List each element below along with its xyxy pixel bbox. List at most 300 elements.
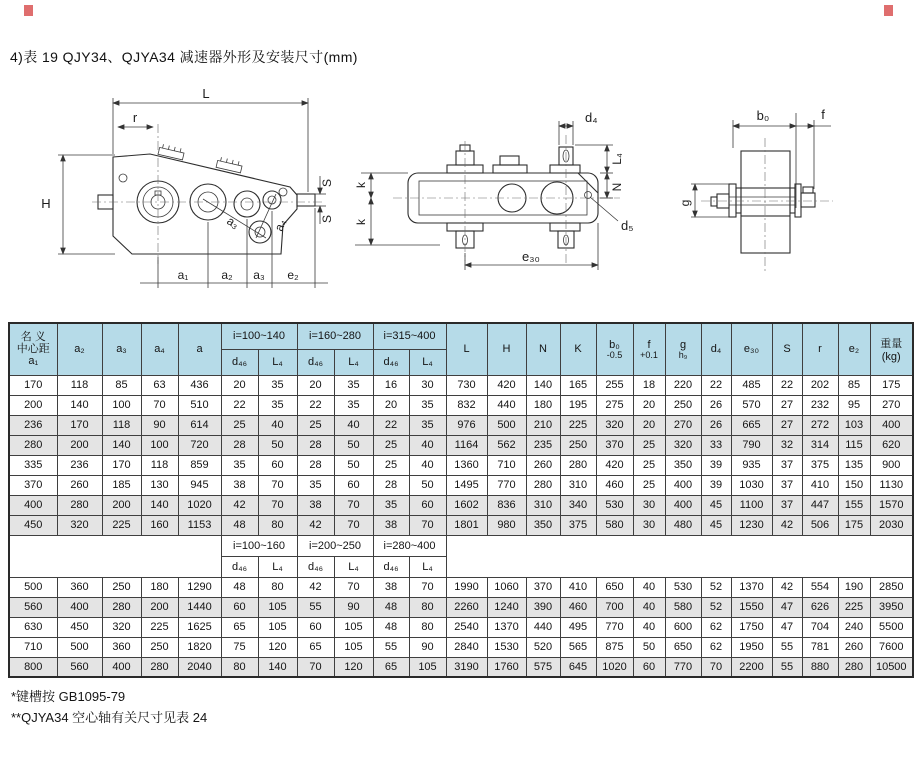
table-cell: 2200 bbox=[731, 657, 772, 677]
table-body-lower bbox=[9, 577, 913, 677]
table-cell: 90 bbox=[141, 415, 178, 435]
table-cell: 170 bbox=[9, 375, 57, 395]
table-cell: 35 bbox=[334, 395, 373, 415]
table-cell: 260 bbox=[838, 637, 870, 657]
table-cell: 55 bbox=[772, 637, 802, 657]
table-cell: 370 bbox=[526, 577, 560, 597]
table-cell: 440 bbox=[487, 395, 526, 415]
col-header-b0-symbol: b₀ bbox=[609, 338, 620, 351]
col-header-f-symbol: f bbox=[647, 338, 651, 351]
table-cell: 28 bbox=[297, 455, 334, 475]
table-cell: 70 bbox=[409, 577, 446, 597]
dimensions-table bbox=[8, 322, 914, 678]
table-cell: 280 bbox=[560, 455, 596, 475]
dim-label-L: L bbox=[202, 86, 210, 101]
table-cell: 320 bbox=[596, 415, 633, 435]
table-cell: 560 bbox=[9, 597, 57, 617]
table-cell: 40 bbox=[633, 597, 665, 617]
table-cell: 500 bbox=[9, 577, 57, 597]
table-cell: 42 bbox=[772, 515, 802, 535]
table-cell: 27 bbox=[772, 415, 802, 435]
table-cell: 781 bbox=[802, 637, 838, 657]
table-cell: 1550 bbox=[731, 597, 772, 617]
table-cell: 35 bbox=[373, 495, 409, 515]
table-cell: 710 bbox=[487, 455, 526, 475]
table-cell: 350 bbox=[526, 515, 560, 535]
table-cell: 236 bbox=[9, 415, 57, 435]
table-cell: 480 bbox=[665, 515, 701, 535]
table-cell: 120 bbox=[334, 657, 373, 677]
red-corner-mark bbox=[884, 5, 893, 16]
table-cell: 40 bbox=[633, 617, 665, 637]
table-cell: 320 bbox=[57, 515, 102, 535]
table-cell: 140 bbox=[526, 375, 560, 395]
table-cell: 80 bbox=[221, 657, 258, 677]
table-cell: 1990 bbox=[446, 577, 487, 597]
table-cell: 50 bbox=[334, 455, 373, 475]
table-cell: 1820 bbox=[178, 637, 221, 657]
table-cell: 38 bbox=[297, 495, 334, 515]
table-cell: 30 bbox=[633, 515, 665, 535]
table-cell: 730 bbox=[446, 375, 487, 395]
col-header-ratio-6: i=280~400 bbox=[373, 535, 446, 556]
table-cell: 90 bbox=[409, 637, 446, 657]
col-header-d46: d₄₆ bbox=[373, 349, 409, 375]
table-cell: 2030 bbox=[870, 515, 913, 535]
dim-label-a1: a₁ bbox=[177, 268, 189, 282]
table-row bbox=[9, 577, 913, 597]
col-header-weight-line2: (kg) bbox=[881, 351, 901, 364]
table-cell: 980 bbox=[487, 515, 526, 535]
col-header-a: a bbox=[178, 323, 221, 375]
col-header-ratio-3: i=315~400 bbox=[373, 323, 446, 349]
table-cell: 436 bbox=[178, 375, 221, 395]
table-cell: 40 bbox=[409, 435, 446, 455]
table-cell: 25 bbox=[633, 475, 665, 495]
table-cell: 25 bbox=[633, 435, 665, 455]
table-cell: 630 bbox=[9, 617, 57, 637]
col-header-a1-line1: 名 义 bbox=[20, 331, 46, 344]
table-cell: 25 bbox=[373, 455, 409, 475]
table-cell: 35 bbox=[297, 475, 334, 495]
col-header-d46: d₄₆ bbox=[297, 349, 334, 375]
col-header-f bbox=[633, 323, 665, 375]
table-cell: 1230 bbox=[731, 515, 772, 535]
table-cell: 1100 bbox=[731, 495, 772, 515]
table-cell: 236 bbox=[57, 455, 102, 475]
col-header-d46: d₄₆ bbox=[373, 556, 409, 577]
table-cell: 875 bbox=[596, 637, 633, 657]
table-cell: 225 bbox=[838, 597, 870, 617]
table-cell: 195 bbox=[560, 395, 596, 415]
table-cell: 2040 bbox=[178, 657, 221, 677]
table-cell: 570 bbox=[731, 395, 772, 415]
table-cell: 500 bbox=[487, 415, 526, 435]
table-cell: 35 bbox=[221, 455, 258, 475]
table-cell: 115 bbox=[838, 435, 870, 455]
table-cell: 495 bbox=[560, 617, 596, 637]
table-cell: 400 bbox=[665, 475, 701, 495]
table-cell: 280 bbox=[9, 435, 57, 455]
table-cell: 280 bbox=[102, 597, 141, 617]
table-cell: 320 bbox=[665, 435, 701, 455]
table-cell: 250 bbox=[102, 577, 141, 597]
table-cell: 25 bbox=[221, 415, 258, 435]
table-cell: 554 bbox=[802, 577, 838, 597]
table-row bbox=[9, 515, 913, 535]
table-cell: 22 bbox=[701, 375, 731, 395]
col-header-K: K bbox=[560, 323, 596, 375]
col-header-d46: d₄₆ bbox=[221, 349, 258, 375]
dim-label-d5: d₅ bbox=[621, 218, 634, 233]
table-cell: 35 bbox=[258, 395, 297, 415]
col-header-b0-tolerance: -0.5 bbox=[606, 349, 623, 360]
table-row bbox=[9, 455, 913, 475]
table-cell: 70 bbox=[409, 515, 446, 535]
table-cell: 225 bbox=[560, 415, 596, 435]
table-cell: 120 bbox=[258, 637, 297, 657]
table-cell: 1360 bbox=[446, 455, 487, 475]
table-cell: 800 bbox=[9, 657, 57, 677]
table-cell: 62 bbox=[701, 617, 731, 637]
table-cell: 40 bbox=[258, 415, 297, 435]
table-cell: 1030 bbox=[731, 475, 772, 495]
col-header-ratio-4: i=100~160 bbox=[221, 535, 297, 556]
table-cell: 3190 bbox=[446, 657, 487, 677]
table-cell: 165 bbox=[560, 375, 596, 395]
table-cell: 7600 bbox=[870, 637, 913, 657]
table-cell: 1130 bbox=[870, 475, 913, 495]
table-cell: 70 bbox=[258, 475, 297, 495]
table-cell: 225 bbox=[141, 617, 178, 637]
table-cell: 16 bbox=[373, 375, 409, 395]
table-cell: 250 bbox=[560, 435, 596, 455]
table-cell: 45 bbox=[701, 515, 731, 535]
table-cell: 272 bbox=[802, 415, 838, 435]
table-row bbox=[9, 657, 913, 677]
table-cell: 447 bbox=[802, 495, 838, 515]
col-header-H: H bbox=[487, 323, 526, 375]
table-cell: 155 bbox=[838, 495, 870, 515]
table-cell: 118 bbox=[141, 455, 178, 475]
table-cell: 270 bbox=[870, 395, 913, 415]
table-cell: 360 bbox=[57, 577, 102, 597]
col-header-g-tolerance: h₉ bbox=[678, 349, 688, 360]
table-cell: 190 bbox=[838, 577, 870, 597]
table-cell: 565 bbox=[560, 637, 596, 657]
table-cell: 720 bbox=[178, 435, 221, 455]
table-cell: 202 bbox=[802, 375, 838, 395]
table-cell: 510 bbox=[178, 395, 221, 415]
table-cell: 1060 bbox=[487, 577, 526, 597]
table-cell: 360 bbox=[102, 637, 141, 657]
table-cell: 310 bbox=[526, 495, 560, 515]
table-cell: 600 bbox=[665, 617, 701, 637]
table-cell: 80 bbox=[258, 577, 297, 597]
table-cell: 140 bbox=[102, 435, 141, 455]
table-cell: 650 bbox=[596, 577, 633, 597]
col-header-ratio-1: i=100~140 bbox=[221, 323, 297, 349]
table-cell: 460 bbox=[560, 597, 596, 617]
table-cell: 100 bbox=[102, 395, 141, 415]
col-header-L4: L₄ bbox=[409, 556, 446, 577]
table-cell: 60 bbox=[258, 455, 297, 475]
table-cell: 700 bbox=[596, 597, 633, 617]
table-cell: 1020 bbox=[178, 495, 221, 515]
table-cell: 105 bbox=[334, 637, 373, 657]
table-cell: 52 bbox=[701, 577, 731, 597]
table-cell: 370 bbox=[9, 475, 57, 495]
table-cell: 60 bbox=[334, 475, 373, 495]
table-cell: 35 bbox=[334, 375, 373, 395]
table-cell: 1164 bbox=[446, 435, 487, 455]
table-cell: 200 bbox=[9, 395, 57, 415]
dim-label-k-top: k bbox=[354, 182, 368, 188]
table-cell: 70 bbox=[334, 495, 373, 515]
table-cell: 42 bbox=[297, 577, 334, 597]
col-header-a4: a₄ bbox=[141, 323, 178, 375]
table-cell: 710 bbox=[9, 637, 57, 657]
table-cell: 3950 bbox=[870, 597, 913, 617]
table-cell: 20 bbox=[297, 375, 334, 395]
table-cell: 310 bbox=[560, 475, 596, 495]
table-cell: 460 bbox=[596, 475, 633, 495]
table-cell: 1153 bbox=[178, 515, 221, 535]
table-cell: 1020 bbox=[596, 657, 633, 677]
table-cell: 614 bbox=[178, 415, 221, 435]
col-header-L4: L₄ bbox=[258, 556, 297, 577]
col-header-L4: L₄ bbox=[409, 349, 446, 375]
col-header-g bbox=[665, 323, 701, 375]
table-cell: 400 bbox=[57, 597, 102, 617]
col-header-S: S bbox=[772, 323, 802, 375]
end-view-drawing bbox=[678, 93, 913, 293]
col-header-ratio-5: i=200~250 bbox=[297, 535, 373, 556]
table-cell: 50 bbox=[334, 435, 373, 455]
table-cell: 28 bbox=[297, 435, 334, 455]
table-cell: 39 bbox=[701, 475, 731, 495]
table-cell: 65 bbox=[221, 617, 258, 637]
table-cell: 232 bbox=[802, 395, 838, 415]
dim-label-b0: b₀ bbox=[756, 108, 770, 123]
table-cell: 650 bbox=[665, 637, 701, 657]
table-cell: 275 bbox=[596, 395, 633, 415]
table-cell: 45 bbox=[701, 495, 731, 515]
table-cell: 250 bbox=[665, 395, 701, 415]
table-cell: 37 bbox=[772, 475, 802, 495]
table-cell: 95 bbox=[838, 395, 870, 415]
table-cell: 38 bbox=[373, 515, 409, 535]
table-cell: 105 bbox=[258, 617, 297, 637]
table-cell: 140 bbox=[258, 657, 297, 677]
table-cell: 575 bbox=[526, 657, 560, 677]
table-cell: 30 bbox=[633, 495, 665, 515]
table-cell: 280 bbox=[57, 495, 102, 515]
table-cell: 400 bbox=[9, 495, 57, 515]
table-cell: 255 bbox=[596, 375, 633, 395]
table-cell: 320 bbox=[102, 617, 141, 637]
table-cell: 859 bbox=[178, 455, 221, 475]
table-cell: 704 bbox=[802, 617, 838, 637]
footnote-keyway: *键槽按 GB1095-79 bbox=[11, 689, 126, 704]
table-cell: 70 bbox=[334, 577, 373, 597]
table-cell: 80 bbox=[409, 617, 446, 637]
table-cell: 1950 bbox=[731, 637, 772, 657]
table-cell: 375 bbox=[802, 455, 838, 475]
table-cell: 60 bbox=[221, 597, 258, 617]
table-cell: 280 bbox=[141, 657, 178, 677]
table-cell: 935 bbox=[731, 455, 772, 475]
table-cell: 1240 bbox=[487, 597, 526, 617]
table-cell: 1760 bbox=[487, 657, 526, 677]
table-cell: 580 bbox=[596, 515, 633, 535]
dim-label-f: f bbox=[821, 107, 825, 122]
table-cell: 60 bbox=[409, 495, 446, 515]
table-cell: 976 bbox=[446, 415, 487, 435]
table-cell: 175 bbox=[870, 375, 913, 395]
table-cell: 140 bbox=[141, 495, 178, 515]
table-cell: 25 bbox=[297, 415, 334, 435]
table-cell: 350 bbox=[665, 455, 701, 475]
table-cell: 200 bbox=[141, 597, 178, 617]
col-header-d46: d₄₆ bbox=[221, 556, 258, 577]
table-cell: 1495 bbox=[446, 475, 487, 495]
table-cell: 200 bbox=[102, 495, 141, 515]
table-cell: 2540 bbox=[446, 617, 487, 637]
table-cell: 560 bbox=[57, 657, 102, 677]
table-cell: 770 bbox=[665, 657, 701, 677]
col-header-r: r bbox=[802, 323, 838, 375]
table-cell: 665 bbox=[731, 415, 772, 435]
table-mid-header bbox=[9, 535, 913, 577]
table-cell: 37 bbox=[772, 495, 802, 515]
table-cell: 160 bbox=[141, 515, 178, 535]
table-row bbox=[9, 495, 913, 515]
table-cell: 65 bbox=[373, 657, 409, 677]
table-cell: 450 bbox=[9, 515, 57, 535]
table-cell: 20 bbox=[373, 395, 409, 415]
table-cell: 130 bbox=[141, 475, 178, 495]
table-cell: 440 bbox=[526, 617, 560, 637]
table-cell: 1290 bbox=[178, 577, 221, 597]
table-cell: 48 bbox=[221, 515, 258, 535]
table-cell: 180 bbox=[526, 395, 560, 415]
table-cell: 1602 bbox=[446, 495, 487, 515]
table-cell: 70 bbox=[297, 657, 334, 677]
table-cell: 28 bbox=[373, 475, 409, 495]
table-body-upper bbox=[9, 375, 913, 535]
table-cell: 790 bbox=[731, 435, 772, 455]
table-cell: 25 bbox=[373, 435, 409, 455]
table-row bbox=[9, 375, 913, 395]
table-cell: 450 bbox=[57, 617, 102, 637]
table-cell: 200 bbox=[57, 435, 102, 455]
table-cell: 38 bbox=[373, 577, 409, 597]
table-cell: 47 bbox=[772, 617, 802, 637]
top-view-drawing bbox=[335, 93, 645, 293]
table-cell: 1530 bbox=[487, 637, 526, 657]
table-row bbox=[9, 395, 913, 415]
col-header-a2: a₂ bbox=[57, 323, 102, 375]
table-cell: 1440 bbox=[178, 597, 221, 617]
table-cell: 40 bbox=[334, 415, 373, 435]
col-header-g-symbol: g bbox=[679, 338, 687, 351]
dim-label-L4: L₄ bbox=[610, 153, 624, 165]
table-cell: 38 bbox=[221, 475, 258, 495]
table-cell: 40 bbox=[633, 577, 665, 597]
col-header-e30: e₃₀ bbox=[731, 323, 772, 375]
table-cell: 37 bbox=[772, 455, 802, 475]
table-cell: 400 bbox=[665, 495, 701, 515]
table-cell: 22 bbox=[297, 395, 334, 415]
table-cell: 27 bbox=[772, 395, 802, 415]
dim-label-S-top: S bbox=[320, 178, 334, 188]
col-header-N: N bbox=[526, 323, 560, 375]
col-header-b0 bbox=[596, 323, 633, 375]
table-cell: 48 bbox=[373, 617, 409, 637]
table-cell: 180 bbox=[141, 577, 178, 597]
table-cell: 1370 bbox=[731, 577, 772, 597]
table-cell: 63 bbox=[141, 375, 178, 395]
table-cell: 185 bbox=[102, 475, 141, 495]
table-cell: 39 bbox=[701, 455, 731, 475]
col-header-weight-line1: 重量 bbox=[880, 338, 903, 351]
table-cell: 945 bbox=[178, 475, 221, 495]
table-cell: 880 bbox=[802, 657, 838, 677]
table-cell: 645 bbox=[560, 657, 596, 677]
table-cell: 42 bbox=[772, 577, 802, 597]
table-cell: 900 bbox=[870, 455, 913, 475]
table-cell: 105 bbox=[409, 657, 446, 677]
table-cell: 150 bbox=[838, 475, 870, 495]
table-cell: 530 bbox=[665, 577, 701, 597]
table-cell: 30 bbox=[409, 375, 446, 395]
table-row bbox=[9, 435, 913, 455]
table-cell: 2260 bbox=[446, 597, 487, 617]
table-cell: 420 bbox=[596, 455, 633, 475]
dim-label-a3-diagonal: a₃ bbox=[224, 213, 242, 232]
col-header-a1 bbox=[9, 323, 57, 375]
table-cell: 410 bbox=[802, 475, 838, 495]
table-cell: 335 bbox=[9, 455, 57, 475]
table-cell: 1750 bbox=[731, 617, 772, 637]
table-cell: 280 bbox=[838, 657, 870, 677]
table-cell: 60 bbox=[633, 657, 665, 677]
table-cell: 50 bbox=[258, 435, 297, 455]
table-cell: 65 bbox=[297, 637, 334, 657]
dim-label-d4: d₄ bbox=[585, 110, 598, 125]
table-cell: 770 bbox=[487, 475, 526, 495]
table-row bbox=[9, 415, 913, 435]
table-cell: 70 bbox=[141, 395, 178, 415]
table-cell: 620 bbox=[870, 435, 913, 455]
table-cell: 770 bbox=[596, 617, 633, 637]
table-cell: 240 bbox=[838, 617, 870, 637]
table-cell: 400 bbox=[870, 415, 913, 435]
table-cell: 260 bbox=[57, 475, 102, 495]
table-cell: 18 bbox=[633, 375, 665, 395]
col-header-L4: L₄ bbox=[334, 349, 373, 375]
table-cell: 105 bbox=[258, 597, 297, 617]
table-row bbox=[9, 617, 913, 637]
dim-label-N: N bbox=[610, 182, 624, 192]
table-cell: 10500 bbox=[870, 657, 913, 677]
table-cell: 370 bbox=[596, 435, 633, 455]
table-cell: 70 bbox=[334, 515, 373, 535]
footnote-hollow-shaft: **QJYA34 空心轴有关尺寸见表 24 bbox=[11, 710, 208, 725]
col-header-e2: e₂ bbox=[838, 323, 870, 375]
table-cell: 20 bbox=[221, 375, 258, 395]
